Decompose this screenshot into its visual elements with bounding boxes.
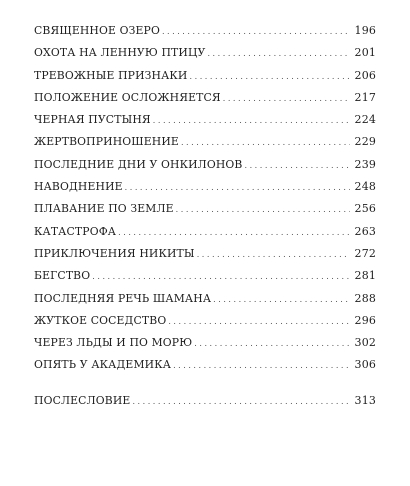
toc-leader-dots bbox=[132, 391, 350, 413]
toc-entry-title: НАВОДНЕНИЕ bbox=[34, 180, 123, 194]
toc-entry-title: СВЯЩЕННОЕ ОЗЕРО bbox=[34, 24, 160, 37]
toc-entry-page: 229 bbox=[354, 135, 376, 149]
toc-entry-14 bbox=[34, 310, 376, 332]
toc-entry-5 bbox=[34, 109, 376, 131]
toc-entry-6 bbox=[34, 131, 376, 153]
toc-leader-dots bbox=[190, 66, 350, 88]
toc-entry-page: 248 bbox=[354, 180, 376, 194]
toc-entry-3 bbox=[34, 65, 376, 87]
toc-entry-9 bbox=[34, 198, 376, 220]
toc-entry-page: 196 bbox=[354, 24, 376, 37]
toc-entry-title: ПРИКЛЮЧЕНИЯ НИКИТЫ bbox=[34, 246, 195, 260]
toc-leader-dots bbox=[176, 199, 350, 221]
toc-entry-11 bbox=[34, 243, 376, 265]
toc-leader-dots bbox=[92, 266, 350, 288]
toc-entry-page: 206 bbox=[354, 68, 376, 82]
toc-leader-dots bbox=[168, 311, 350, 333]
toc-entry-page: 224 bbox=[354, 113, 376, 127]
toc-entry-page: 217 bbox=[354, 90, 376, 104]
toc-entry-title: ПОСЛЕДНИЕ ДНИ У ОНКИЛОНОВ bbox=[34, 157, 243, 171]
toc-leader-dots bbox=[223, 88, 350, 110]
toc-entry-page: 302 bbox=[354, 336, 376, 350]
toc-entry-2 bbox=[34, 42, 376, 64]
toc-entry-page: 201 bbox=[354, 46, 376, 60]
toc-entry-title: ПОСЛЕСЛОВИЕ bbox=[34, 393, 131, 407]
toc-leader-dots bbox=[181, 132, 350, 154]
toc-entry-10 bbox=[34, 221, 376, 243]
toc-entry-title: ЧЕРНАЯ ПУСТЫНЯ bbox=[34, 113, 151, 127]
toc-entry-title: ЖУТКОЕ СОСЕДСТВО bbox=[34, 313, 167, 327]
toc-leader-dots bbox=[194, 333, 350, 355]
toc-entry-7 bbox=[34, 154, 376, 176]
toc-entry-title: ОПЯТЬ У АКАДЕМИКА bbox=[34, 358, 172, 372]
toc-entry-4 bbox=[34, 87, 376, 109]
toc-entry-afterword bbox=[34, 390, 376, 412]
toc-entry-8 bbox=[34, 176, 376, 198]
toc-entry-page: 313 bbox=[354, 393, 376, 407]
toc-leader-dots bbox=[162, 21, 350, 43]
toc-leader-dots bbox=[125, 177, 350, 199]
toc-entry-title: КАТАСТРОФА bbox=[34, 224, 117, 238]
toc-entry-page: 306 bbox=[354, 358, 376, 372]
toc-entry-page: 272 bbox=[354, 246, 376, 260]
toc-entry-title: ПЛАВАНИЕ ПО ЗЕМЛЕ bbox=[34, 202, 174, 216]
toc-entry-16 bbox=[34, 354, 376, 376]
toc-entry-title: ОХОТА НА ЛЕННУЮ ПТИЦУ bbox=[34, 46, 206, 60]
toc-entry-15 bbox=[34, 332, 376, 354]
toc-entry-page: 263 bbox=[354, 224, 376, 238]
toc-entry-1 bbox=[34, 20, 376, 42]
toc-leader-dots bbox=[207, 43, 350, 65]
toc-entry-title: ТРЕВОЖНЫЕ ПРИЗНАКИ bbox=[34, 68, 188, 82]
toc-entry-page: 239 bbox=[354, 157, 376, 171]
toc-entry-title: ЧЕРЕЗ ЛЬДЫ И ПО МОРЮ bbox=[34, 336, 193, 350]
toc-leader-dots bbox=[118, 222, 350, 244]
table-of-contents bbox=[34, 20, 376, 412]
toc-leader-dots bbox=[153, 110, 350, 132]
toc-entry-page: 288 bbox=[354, 291, 376, 305]
toc-entry-title: ПОЛОЖЕНИЕ ОСЛОЖНЯЕТСЯ bbox=[34, 90, 221, 104]
toc-entry-page: 296 bbox=[354, 313, 376, 327]
toc-entry-title: ПОСЛЕДНЯЯ РЕЧЬ ШАМАНА bbox=[34, 291, 212, 305]
toc-entry-page: 256 bbox=[354, 202, 376, 216]
toc-leader-dots bbox=[244, 155, 350, 177]
toc-entry-13 bbox=[34, 288, 376, 310]
toc-leader-dots bbox=[213, 289, 350, 311]
toc-entry-title: ЖЕРТВОПРИНОШЕНИЕ bbox=[34, 135, 179, 149]
toc-entry-title: БЕГСТВО bbox=[34, 269, 91, 283]
toc-entry-page: 281 bbox=[354, 269, 376, 283]
toc-leader-dots bbox=[197, 244, 350, 266]
toc-leader-dots bbox=[173, 355, 350, 377]
toc-entry-12 bbox=[34, 265, 376, 287]
